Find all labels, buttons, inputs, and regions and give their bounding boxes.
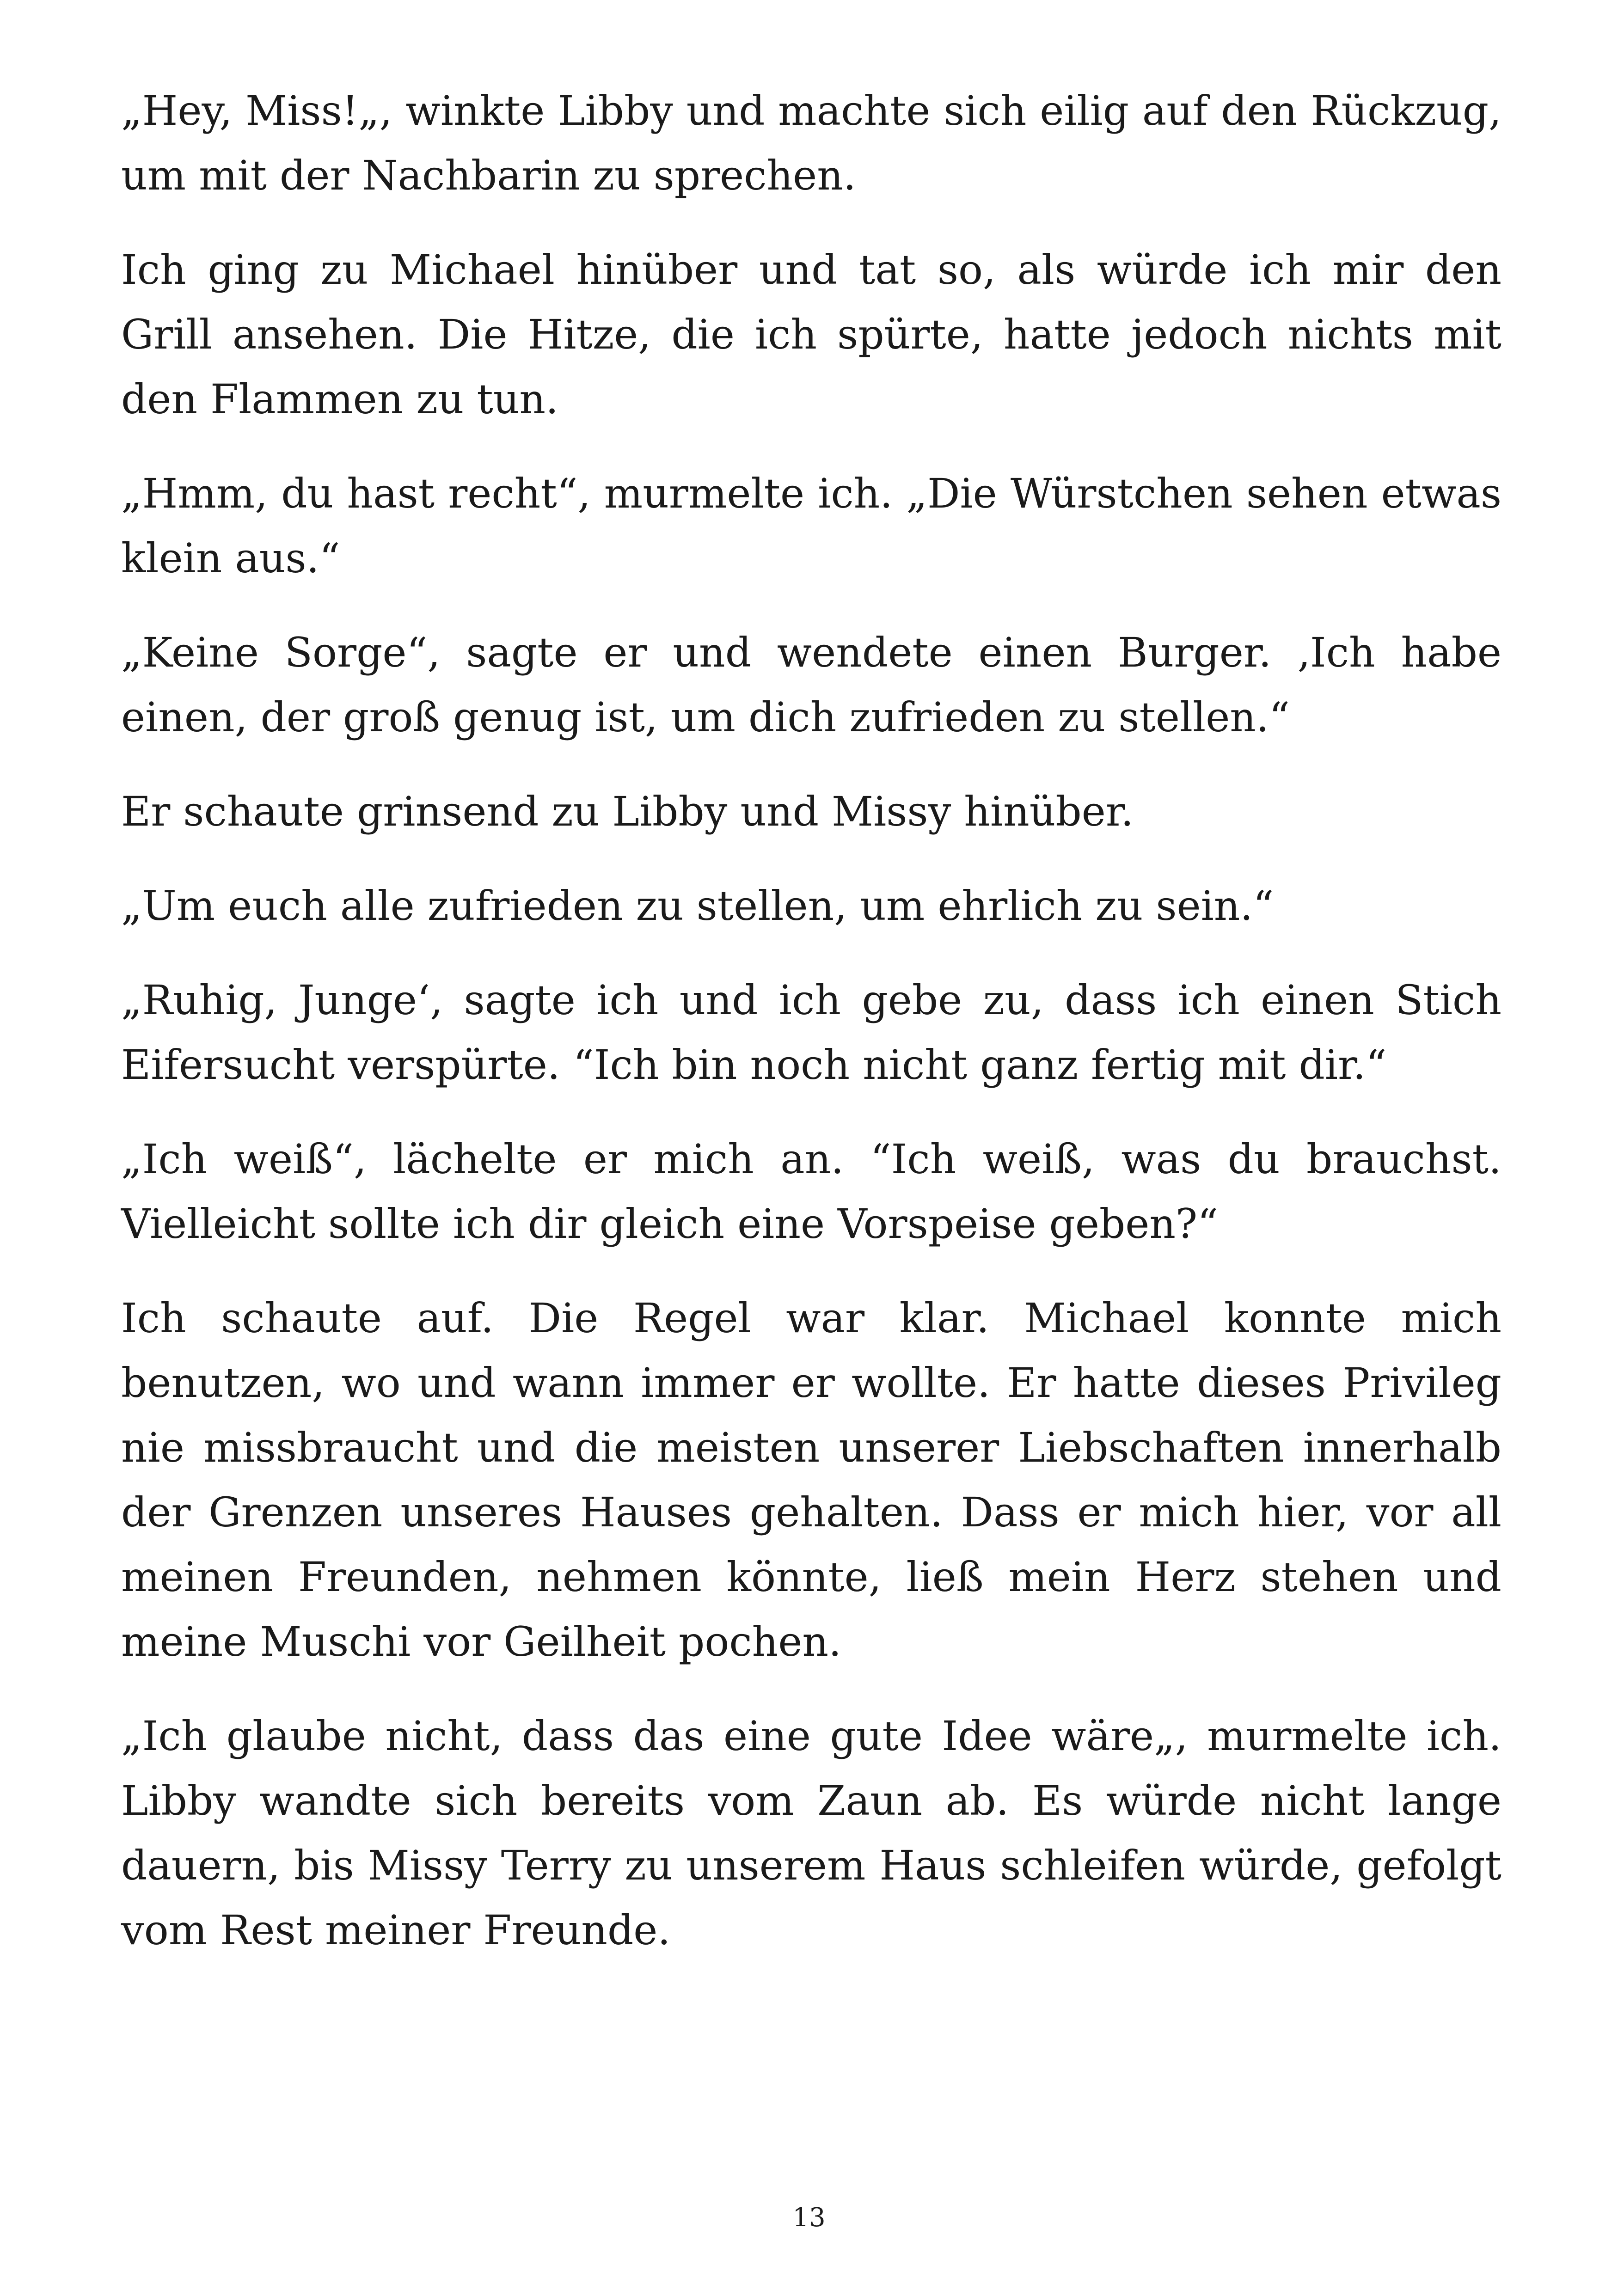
body-text	[121, 79, 1502, 1992]
paragraph: „Hey, Miss!„, winkte Libby und machte sich eilig auf den Rückzug, um mit der Nachbarin zu sprechen.	[121, 87, 1502, 199]
paragraph: „Hmm, du hast recht“, murmelte ich. „Die Würstchen sehen etwas klein aus.“	[121, 470, 1502, 582]
paragraph: Er schaute grinsend zu Libby und Missy hinüber.	[121, 788, 1134, 835]
paragraph: „Um euch alle zufrieden zu stellen, um ehrlich zu sein.“	[121, 882, 1274, 930]
paragraph: „Ruhig, Junge‘, sagte ich und ich gebe zu, dass ich einen Stich Eifersucht verspürte. “Ich bin noch nicht ganz fertig mit dir.“	[121, 976, 1502, 1089]
paragraph: „Ich glaube nicht, dass das eine gute Idee wäre„, murmelte ich. Libby wandte sich bereits vom Zaun ab. Es würde nicht lange dauern, bis Missy Terry zu unserem Haus schleifen würde, gefolgt vom Rest meiner Freunde.	[121, 1712, 1502, 1954]
page-number: 13	[792, 2203, 826, 2233]
paragraph: „Keine Sorge“, sagte er und wendete einen Burger. ‚Ich habe einen, der groß genug ist, um dich zufrieden zu stellen.“	[121, 629, 1502, 741]
paragraph: Ich ging zu Michael hinüber und tat so, als würde ich mir den Grill ansehen. Die Hitze, die ich spürte, hatte jedoch nichts mit den Flammen zu tun.	[121, 246, 1502, 423]
paragraph: Ich schaute auf. Die Regel war klar. Michael konnte mich benutzen, wo und wann immer er wollte. Er hatte dieses Privileg nie missbraucht und die meisten unserer Liebschaften innerhalb der Grenzen unseres Hauses gehalten. Dass er mich hier, vor all meinen Freunden, nehmen könnte, ließ mein Herz stehen und meine Muschi vor Geilheit pochen.	[121, 1294, 1502, 1665]
paragraph: „Ich weiß“, lächelte er mich an. “Ich weiß, was du brauchst. Vielleicht sollte ich dir gleich eine Vorspeise geben?“	[121, 1135, 1502, 1248]
